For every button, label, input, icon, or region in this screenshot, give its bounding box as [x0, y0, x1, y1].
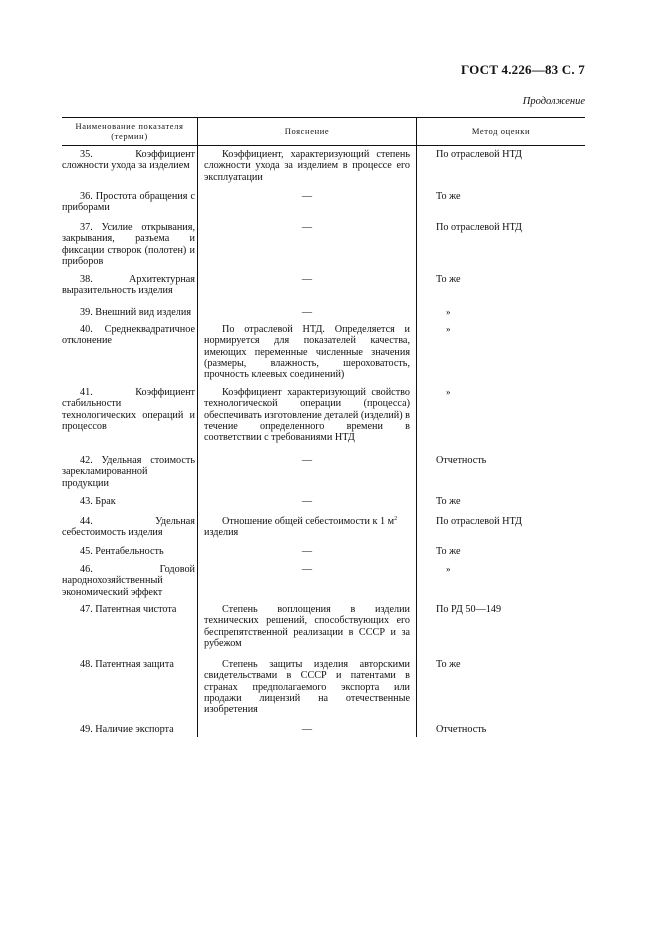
indicator-explanation: Коэффициент, характеризующий степень сложности ухода за изделием в процессе его эксплуатации	[204, 149, 410, 183]
column-header-method: Метод оценки	[471, 126, 531, 136]
indicator-method: То же	[436, 496, 461, 507]
indicator-name: 41. Коэффициент стабильности технологических операций и процессов	[62, 387, 195, 432]
indicator-name: 44. Удельная себестоимость изделия	[62, 516, 195, 539]
indicator-explanation: —	[301, 564, 313, 575]
indicator-method: »	[446, 564, 451, 574]
indicator-explanation: —	[301, 274, 313, 285]
indicator-name: 35. Коэффициент сложности ухода за изделием	[62, 149, 195, 172]
document-code: ГОСТ 4.226—83 С. 7	[460, 62, 585, 77]
indicator-explanation: —	[301, 222, 313, 233]
indicator-name: 38. Архитектурная выразительность изделия	[62, 274, 195, 297]
indicator-method: »	[446, 307, 451, 317]
indicator-explanation: —	[301, 455, 313, 466]
indicator-explanation: —	[301, 724, 313, 735]
indicator-method: »	[446, 324, 451, 334]
column-divider-1	[197, 117, 198, 737]
indicator-method: По отраслевой НТД	[436, 516, 522, 527]
indicator-explanation: Степень защиты изделия авторскими свидетельствами в СССР и патентами в странах предполагаемого экспорта или продажи лицензий на отечественные изобретения	[204, 659, 410, 716]
superscript: 2	[394, 516, 398, 522]
table-header-rule	[62, 145, 585, 146]
indicator-explanation: —	[301, 307, 313, 318]
indicator-name: 42. Удельная стоимость зарекламированной продукции	[62, 455, 195, 489]
indicator-method: По отраслевой НТД	[436, 149, 522, 160]
indicator-name: 45. Рентабельность	[80, 546, 164, 557]
indicator-method: Отчетность	[436, 724, 487, 735]
indicator-name: 43. Брак	[80, 496, 116, 507]
indicator-name: 39. Внешний вид изделия	[80, 307, 192, 318]
table-header	[62, 117, 585, 145]
indicator-method: То же	[436, 546, 461, 557]
indicator-name: 40. Среднеквадратичное отклонение	[62, 324, 195, 347]
indicator-name: 47. Патентная чистота	[80, 604, 177, 615]
indicator-name: 46. Годовой народнохозяйственный экономический эффект	[62, 564, 195, 598]
indicator-method: »	[446, 387, 451, 397]
indicator-explanation: —	[301, 191, 313, 202]
indicator-method: То же	[436, 274, 461, 285]
indicator-explanation: —	[301, 546, 313, 557]
indicator-name: 49. Наличие экспорта	[80, 724, 174, 735]
column-header-explanation: Пояснение	[284, 126, 330, 136]
indicator-name: 36. Простота обращения с приборами	[62, 191, 195, 214]
indicator-method: То же	[436, 191, 461, 202]
indicator-explanation: Коэффициент характеризующий свойство технологической операции (процесса) обеспечивать изготовление деталей (изделий) в течение определенного времени в соответствии с требованиями НТД	[204, 387, 410, 444]
indicator-explanation: —	[301, 496, 313, 507]
indicator-method: Отчетность	[436, 455, 487, 466]
indicator-name: 48. Патентная защита	[80, 659, 174, 670]
indicator-method: По РД 50—149	[436, 604, 502, 615]
column-header-name: Наименование показателя (термин)	[75, 121, 184, 141]
column-divider-2	[416, 117, 417, 737]
indicator-explanation: По отраслевой НТД. Определяется и нормируется для показателей качества, имеющих переменные численные значения (размеры, влажность, шероховатость, прочность клеевых соединений)	[204, 324, 410, 381]
indicator-method: По отраслевой НТД	[436, 222, 522, 233]
indicator-method: То же	[436, 659, 461, 670]
continuation-label: Продолжение	[522, 96, 585, 107]
indicator-name: 37. Усилие открывания, закрывания, разъема и фиксации створок (полотен) и приборов	[62, 222, 195, 267]
indicator-explanation: Степень воплощения в изделии технических решений, способствующих его беспрепятственной реализации в СССР и за рубежом	[204, 604, 410, 649]
indicator-explanation: Отношение общей себестоимости к 1 $м^2$ изделия	[204, 516, 398, 539]
